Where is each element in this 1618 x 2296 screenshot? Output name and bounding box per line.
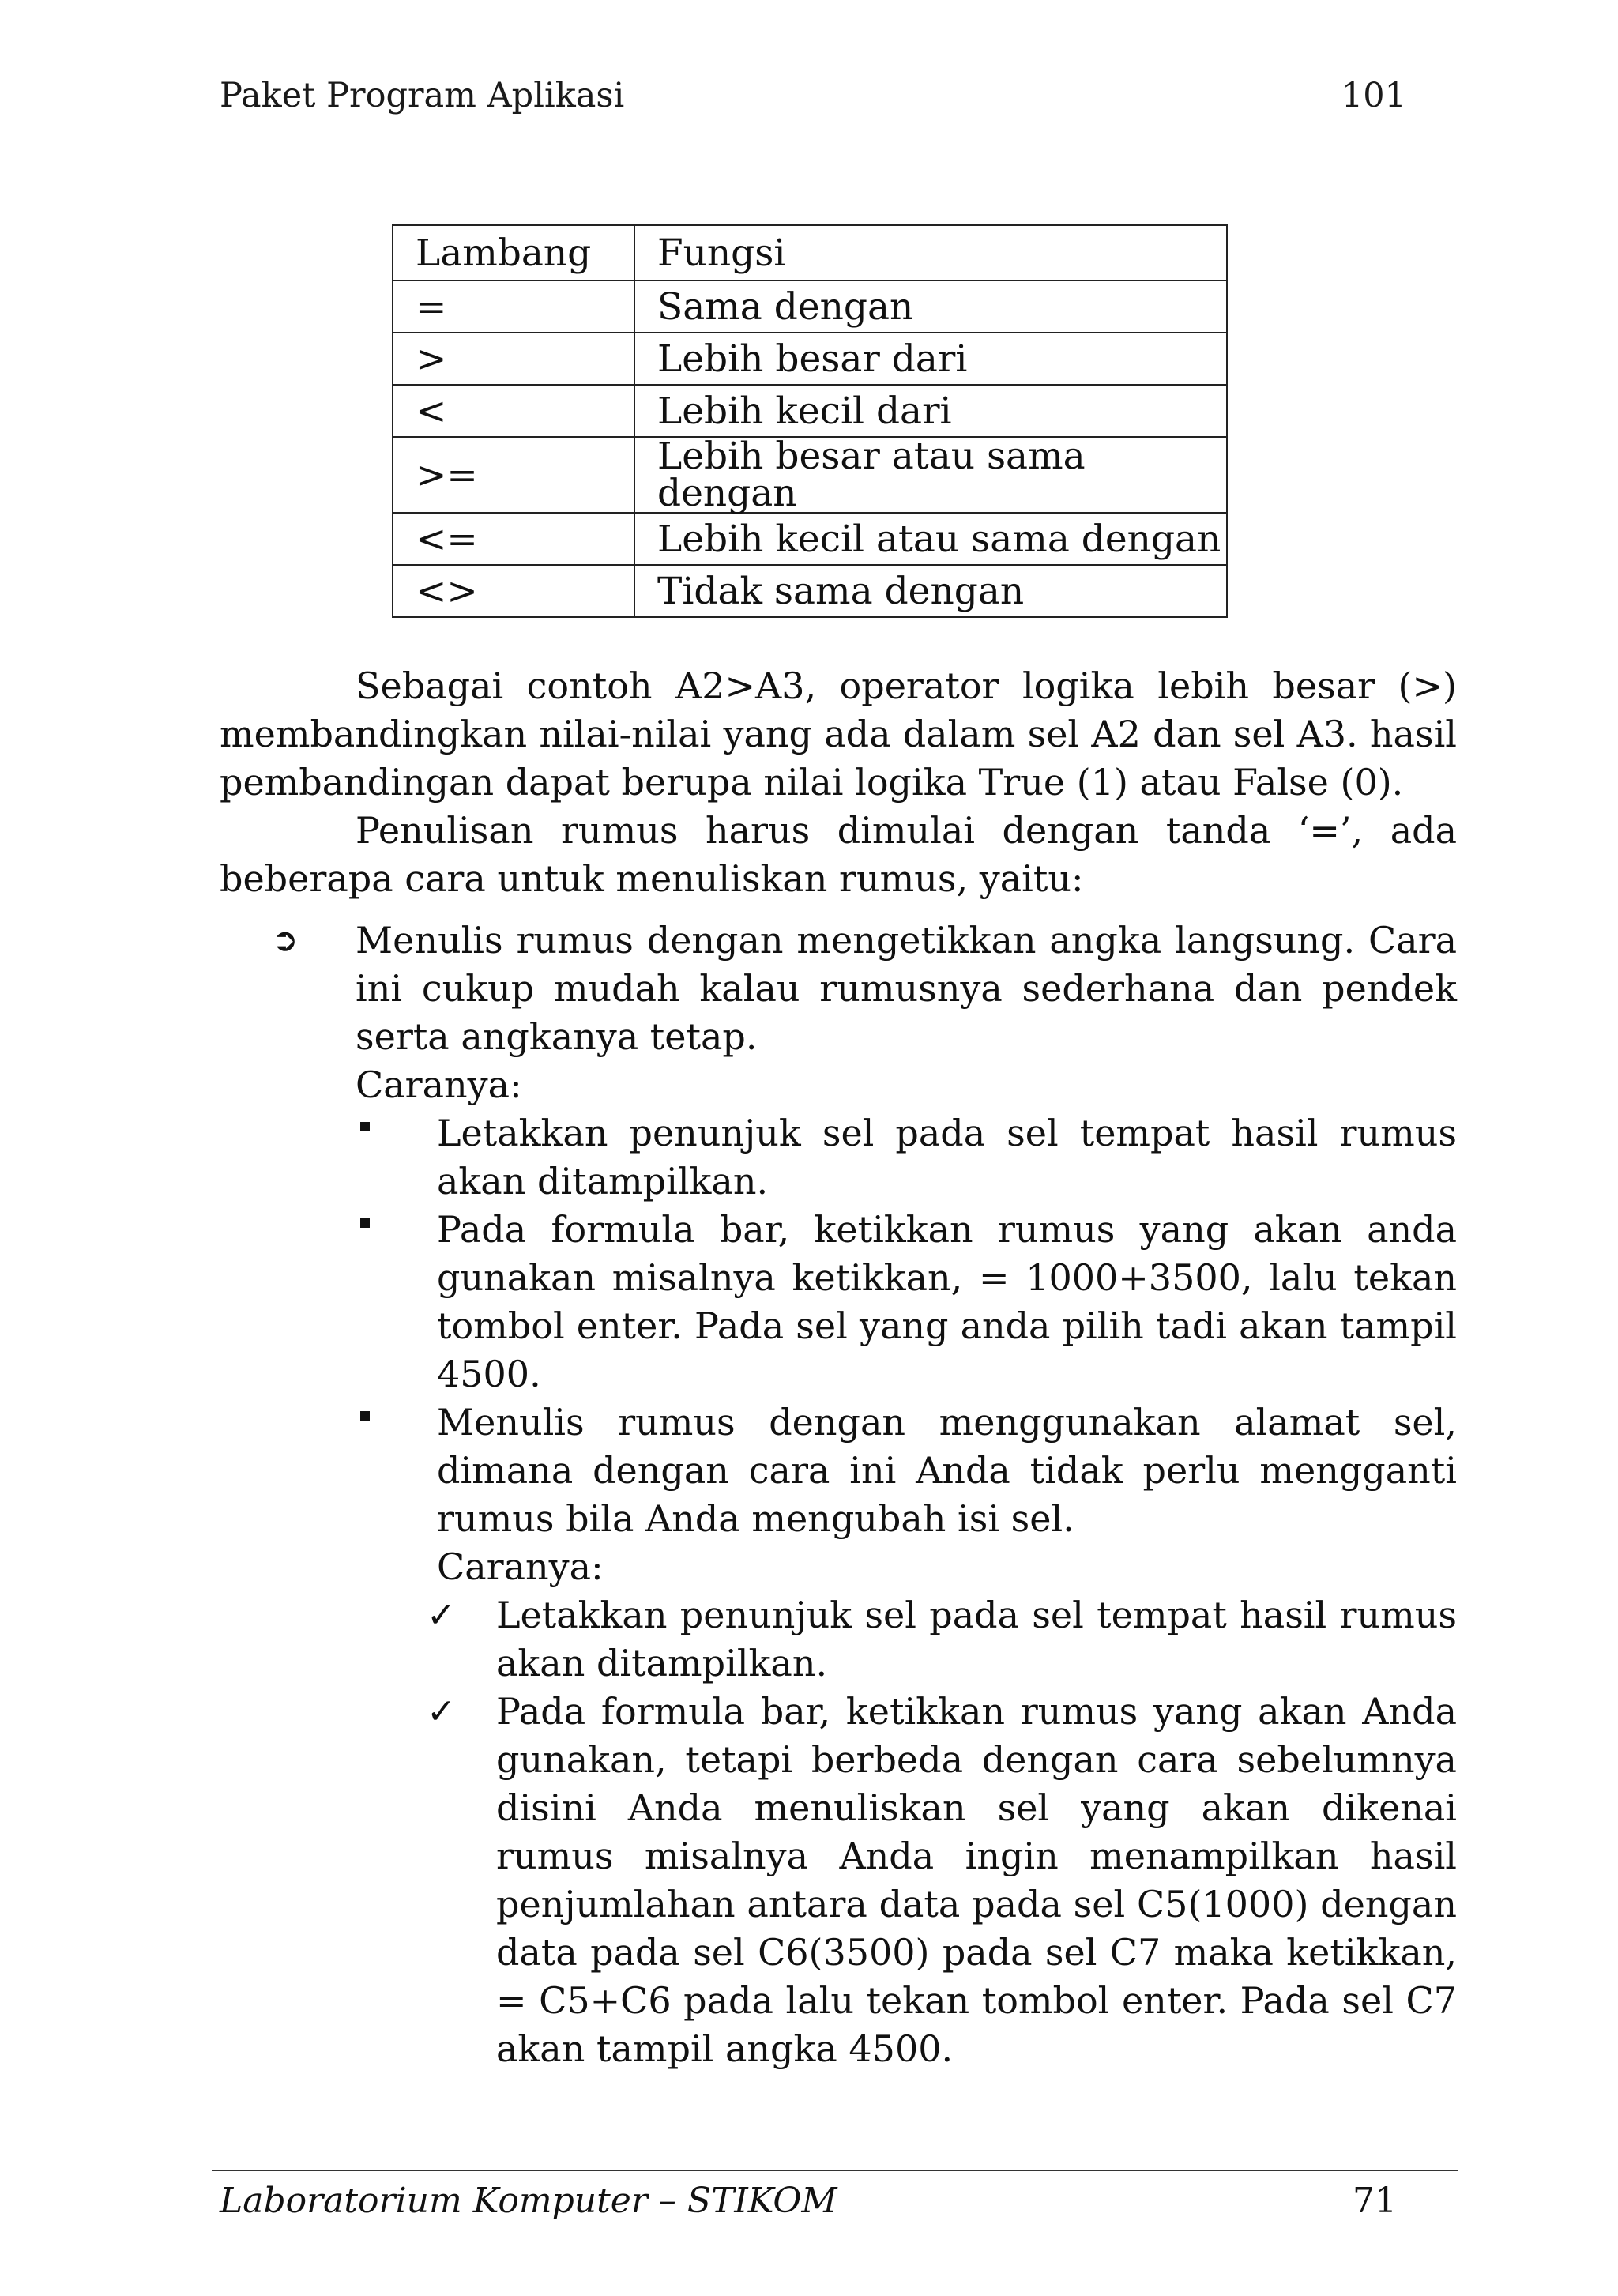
square-bullet-icon [360, 1411, 370, 1421]
check-bullet-icon: ✓ [427, 1595, 456, 1635]
table-cell-symbol: > [393, 333, 634, 385]
square-bullet-icon [360, 1218, 370, 1228]
paragraph-example [220, 662, 1457, 807]
table-cell-symbol: <> [393, 565, 634, 617]
table-cell-function: Sama dengan [634, 280, 1227, 333]
table-row [393, 280, 1227, 333]
caranya-label-1: Caranya: [356, 1063, 522, 1106]
table-cell-function: Lebih kecil atau sama dengan [634, 513, 1227, 565]
caranya-label-2: Caranya: [437, 1545, 604, 1588]
list-item-check-place-pointer: Letakkan penunjuk sel pada sel tempat hasil rumus akan ditampilkan. [496, 1594, 1457, 1684]
table-cell-symbol: >= [393, 437, 634, 513]
square-bullet-icon [360, 1122, 370, 1131]
list-item-formula-bar-numbers: Pada formula bar, ketikkan rumus yang akan anda gunakan misalnya ketikkan, = 1000+3500, lalu tekan tombol enter. Pada sel yang anda pilih tadi akan tampil 4500. [437, 1208, 1457, 1395]
footer-rule [212, 2170, 1458, 2171]
paragraph-formula-intro-text: Penulisan rumus harus dimulai dengan tanda ‘=’, ada beberapa cara untuk menuliskan rumus, yaitu: [220, 809, 1457, 900]
table-row [393, 565, 1227, 617]
table-row [393, 385, 1227, 437]
table-cell-symbol: = [393, 280, 634, 333]
arrow-bullet-icon: ➲ [272, 922, 299, 958]
column-header-lambang: Lambang [393, 225, 634, 280]
paragraph-formula-intro [220, 807, 1457, 903]
running-header-title: Paket Program Aplikasi [220, 76, 625, 115]
list-item-cell-address: Menulis rumus dengan menggunakan alamat sel, dimana dengan cara ini Anda tidak perlu mengganti rumus bila Anda mengubah isi sel. [437, 1401, 1457, 1540]
footer-page-number: 71 [1353, 2181, 1397, 2221]
table-cell-symbol: < [393, 385, 634, 437]
table-cell-symbol: <= [393, 513, 634, 565]
table-cell-function: Tidak sama dengan [634, 565, 1227, 617]
table-row [393, 437, 1227, 513]
list-item-direct-numbers: Menulis rumus dengan mengetikkan angka langsung. Cara ini cukup mudah kalau rumusnya sederhana dan pendek serta angkanya tetap. [356, 919, 1457, 1058]
paragraph-example-text: Sebagai contoh A2>A3, operator logika lebih besar (>) membandingkan nilai-nilai yang ada dalam sel A2 dan sel A3. hasil pembandingan dapat berupa nilai logika True (1) atau False (0). [220, 664, 1457, 804]
table-cell-function: Lebih besar dari [634, 333, 1227, 385]
table-row [393, 513, 1227, 565]
table-header-row [393, 225, 1227, 280]
table-row [393, 333, 1227, 385]
table-cell-function: Lebih besar atau sama dengan [634, 437, 1227, 513]
footer-lab-name: Laboratorium Komputer – STIKOM [220, 2181, 837, 2221]
list-item-check-formula-bar-cells: Pada formula bar, ketikkan rumus yang akan Anda gunakan, tetapi berbeda dengan cara sebelumnya disini Anda menuliskan sel yang akan dikenai rumus misalnya Anda ingin menampilkan hasil penjumlahan antara data pada sel C5(1000) dengan data pada sel C6(3500) pada sel C7 maka ketikkan, = C5+C6 pada lalu tekan tombol enter. Pada sel C7 akan tampil angka 4500. [496, 1690, 1457, 2070]
check-bullet-icon: ✓ [427, 1692, 456, 1732]
list-item-place-pointer: Letakkan penunjuk sel pada sel tempat hasil rumus akan ditampilkan. [437, 1112, 1457, 1203]
running-header-page-number: 101 [1341, 76, 1406, 115]
table-cell-function: Lebih kecil dari [634, 385, 1227, 437]
operator-table [392, 224, 1228, 618]
column-header-fungsi: Fungsi [634, 225, 1227, 280]
